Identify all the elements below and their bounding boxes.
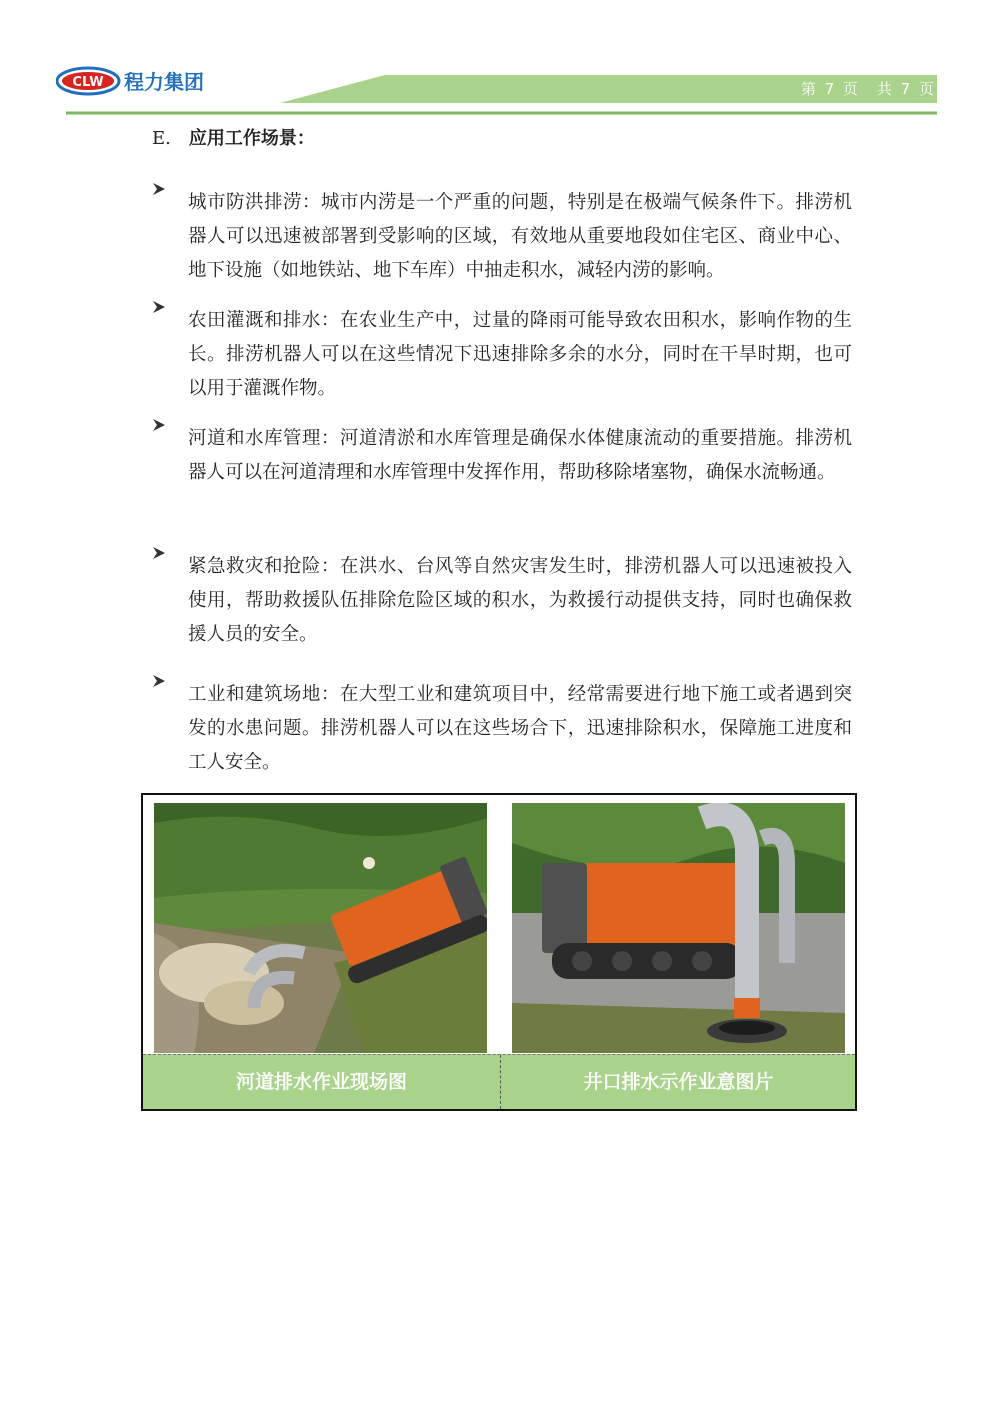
arrowhead-bullet-icon — [152, 546, 166, 560]
section-number: E. — [152, 128, 171, 149]
arrowhead-bullet-icon — [152, 418, 166, 432]
page-number: 第 7 页 共 7 页 — [800, 80, 936, 98]
bullet-item — [152, 550, 852, 652]
section-heading — [152, 124, 315, 150]
header-band — [0, 0, 1000, 120]
bullet-text: 农田灌溉和排水：在农业生产中，过量的降雨可能导致农田积水，影响作物的生长。排涝机器人可以在这些情况下迅速排除多余的水分，同时在干旱时期，也可以用于灌溉作物。 — [188, 310, 852, 399]
photo-river-drainage — [154, 803, 487, 1053]
bullet-text: 河道和水库管理：河道清淤和水库管理是确保水体健康流动的重要措施。排涝机器人可以在河道清理和水库管理中发挥作用，帮助移除堵塞物，确保水流畅通。 — [188, 428, 852, 483]
bullet-text: 工业和建筑场地：在大型工业和建筑项目中，经常需要进行地下施工或者遇到突发的水患问题。排涝机器人可以在这些场合下，迅速排除积水，保障施工进度和工人安全。 — [188, 684, 852, 773]
arrowhead-bullet-icon — [152, 182, 166, 196]
logo-mark: CLW — [72, 75, 104, 90]
bullet-text: 城市防洪排涝：城市内涝是一个严重的问题，特别是在极端气候条件下。排涝机器人可以迅速被部署到受影响的区域，有效地从重要地段如住宅区、商业中心、地下设施（如地铁站、地下车库）中抽走积水，减轻内涝的影响。 — [188, 192, 852, 281]
bullet-item — [152, 186, 852, 288]
caption-manhole-drainage: 井口排水示作业意图片 — [583, 1071, 774, 1093]
arrowhead-bullet-icon — [152, 674, 166, 688]
bullet-item — [152, 678, 852, 780]
figure-box — [141, 793, 857, 1111]
bullet-item — [152, 304, 852, 406]
arrowhead-bullet-icon — [152, 300, 166, 314]
logo-name: 程力集团 — [124, 70, 204, 94]
company-logo — [56, 66, 236, 96]
photo-manhole-drainage — [512, 803, 845, 1053]
bullet-text: 紧急救灾和抢险：在洪水、台风等自然灾害发生时，排涝机器人可以迅速被投入使用，帮助救援队伍排除危险区域的积水，为救援行动提供支持，同时也确保救援人员的安全。 — [188, 556, 852, 645]
caption-row — [143, 1054, 855, 1109]
bullet-item — [152, 422, 852, 490]
section-title: 应用工作场景： — [188, 128, 315, 149]
caption-river-drainage: 河道排水作业现场图 — [235, 1071, 407, 1093]
